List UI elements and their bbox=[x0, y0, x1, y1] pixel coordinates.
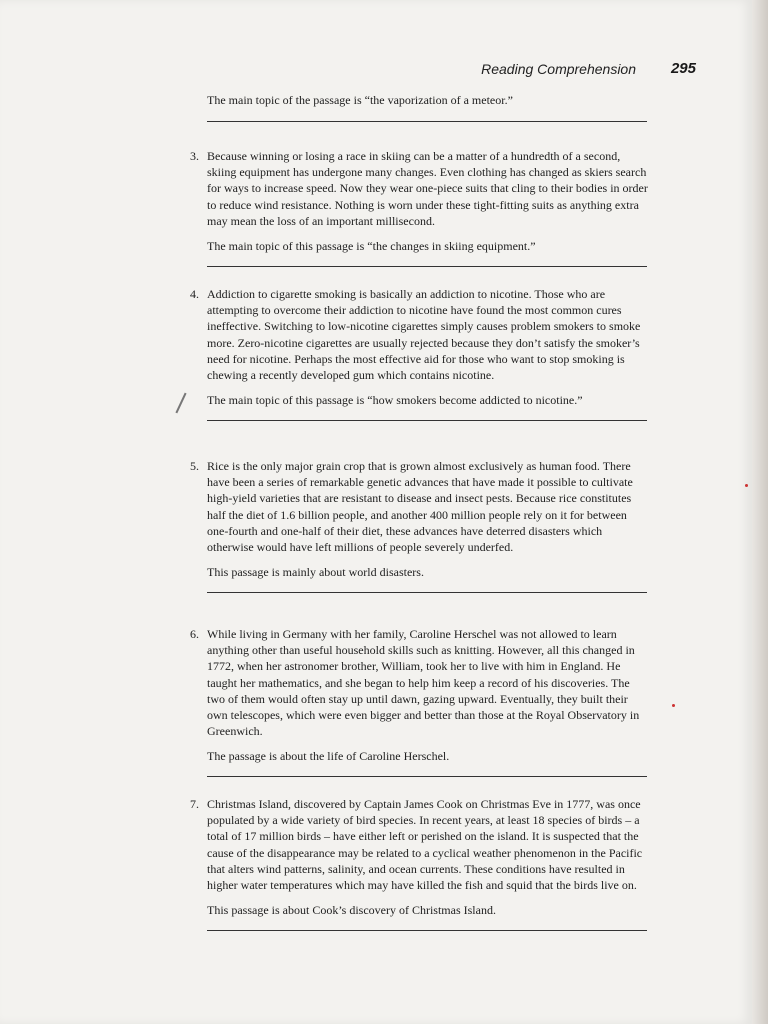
question-5 bbox=[190, 458, 648, 593]
page-edge bbox=[752, 0, 768, 1024]
question-prompt: The passage is about the life of Caroline Herschel. bbox=[207, 749, 450, 764]
question-passage: Because winning or losing a race in skiing can be a matter of a hundredth of a second, skiing equipment has undergone many changes. Even clothing has changed as skiers search for ways to increase speed. Now they wear one-piece suits that cling to their bodies in order to reduce wind resistance. Nothing is worn under these tight-fitting suits as anything extra may mean the loss of an important millisecond. bbox=[207, 149, 648, 228]
question-3 bbox=[190, 148, 648, 267]
question-number: 3. bbox=[190, 149, 199, 163]
question-number: 4. bbox=[190, 287, 199, 301]
answer-line[interactable] bbox=[207, 930, 647, 931]
question-6 bbox=[190, 626, 648, 777]
question-passage: Christmas Island, discovered by Captain James Cook on Christmas Eve in 1777, was once populated by a wide variety of bird species. In recent years, at least 18 species of birds – a total of 17 million birds – have either left or perished on the island. It is suspected that the cause of the disappearance may be related to a cyclical weather phenomenon in the Pacific that alters wind patterns, salinity, and ocean currents. These conditions have resulted in higher water temperatures which may have killed the fish and squid that the birds live on. bbox=[207, 797, 643, 893]
question-passage: Rice is the only major grain crop that is grown almost exclusively as human food. There have been a series of remarkable genetic advances that have made it possible to cultivate high-yield varieties that are resistant to disease and insect pests. Because rice constitutes half the diet of 1.6 billion people, and another 400 million people rely on it for between one-fourth and one-half of their diet, these advances have deterred disasters which otherwise would have left millions of people severely underfed. bbox=[207, 459, 633, 555]
question-number: 6. bbox=[190, 627, 199, 641]
ink-speck bbox=[672, 704, 675, 707]
question-prompt: This passage is about Cook’s discovery of Christmas Island. bbox=[207, 903, 496, 918]
question-number: 7. bbox=[190, 797, 199, 811]
question-number: 5. bbox=[190, 459, 199, 473]
question-2-tail bbox=[190, 92, 648, 122]
question-4 bbox=[190, 286, 648, 421]
question-7 bbox=[190, 796, 648, 931]
pencil-mark bbox=[175, 393, 186, 414]
question-passage: While living in Germany with her family, Caroline Herschel was not allowed to learn anything other than useful household skills such as knitting. However, all this changed in 1772, when her astronomer brother, William, took her to live with him in England. He taught her mathematics, and she began to help him keep a record of his discoveries. The two of them would often stay up until dawn, gazing upward. Eventually, they built their own telescopes, which were even bigger and better than those at the Royal Observatory in Greenwich. bbox=[207, 627, 640, 739]
question-prompt: This passage is mainly about world disasters. bbox=[207, 565, 424, 580]
answer-line[interactable] bbox=[207, 266, 647, 267]
ink-speck bbox=[745, 484, 748, 487]
question-prompt: The main topic of this passage is “how smokers become addicted to nicotine.” bbox=[207, 393, 583, 408]
question-prompt: The main topic of this passage is “the changes in skiing equipment.” bbox=[207, 239, 536, 254]
answer-line[interactable] bbox=[207, 776, 647, 777]
question-passage: Addiction to cigarette smoking is basically an addiction to nicotine. Those who are attempting to overcome their addiction to nicotine have found the most common cures ineffective. Switching to low-nicotine cigarettes simply causes problem smokers to smoke more. Zero-nicotine cigarettes are usually rejected because they don’t satisfy the smoker’s need for nicotine. Perhaps the most effective aid for those who want to stop smoking is chewing a recently developed gum which contains nicotine. bbox=[207, 287, 641, 383]
running-head: Reading Comprehension bbox=[481, 61, 636, 77]
answer-line[interactable] bbox=[207, 420, 647, 421]
page-number: 295 bbox=[670, 60, 696, 77]
answer-line[interactable] bbox=[207, 592, 647, 593]
question-prompt: The main topic of the passage is “the vaporization of a meteor.” bbox=[207, 93, 513, 107]
answer-line[interactable] bbox=[207, 121, 647, 122]
page-header bbox=[0, 61, 752, 81]
